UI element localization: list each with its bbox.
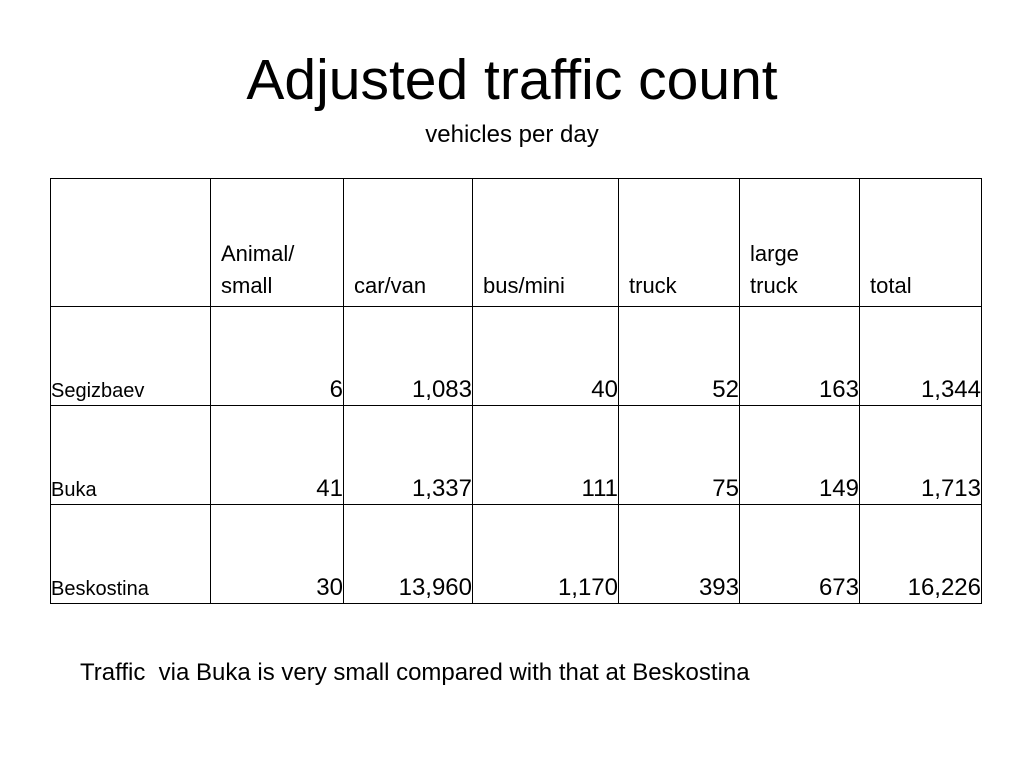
total-cell: 1,344 [860,307,982,406]
value-cell: 30 [211,505,344,604]
value-cell: 673 [740,505,860,604]
row-label-cell: Buka [51,406,211,505]
value-cell: 163 [740,307,860,406]
header-cell-animal-small [211,179,344,307]
value-cell: 40 [473,307,619,406]
header-cell-large-truck [740,179,860,307]
value-cell: 6 [211,307,344,406]
footnote: Traffic via Buka is very small compared with that at Beskostina [80,659,750,686]
header-cell-truck [619,179,740,307]
value-cell: 75 [619,406,740,505]
header-text-line: total [870,273,912,298]
header-text-line: bus/mini [483,273,565,298]
table-row [51,505,982,604]
value-cell: 1,083 [344,307,473,406]
value-cell: 1,337 [344,406,473,505]
traffic-count-table [50,178,982,604]
header-text-line: truck [750,273,798,298]
slide-subtitle: vehicles per day [425,121,599,148]
table-row [51,406,982,505]
header-text-line: small [221,273,273,298]
value-cell: 149 [740,406,860,505]
value-cell: 41 [211,406,344,505]
header-cell-car-van [344,179,473,307]
header-text-line: car/van [354,273,427,298]
header-cell-total [860,179,982,307]
value-cell: 52 [619,307,740,406]
value-cell: 1,170 [473,505,619,604]
total-cell: 1,713 [860,406,982,505]
header-text-line: truck [629,273,677,298]
table-row [51,307,982,406]
row-label-cell: Segizbaev [51,307,211,406]
value-cell: 393 [619,505,740,604]
slide-title: Adjusted traffic count [246,48,778,112]
row-label-cell: Beskostina [51,505,211,604]
total-cell: 16,226 [860,505,982,604]
value-cell: 13,960 [344,505,473,604]
header-row [51,179,982,307]
header-text-line: Animal/ [221,241,295,266]
header-cell-empty [51,179,211,307]
header-cell-bus-mini [473,179,619,307]
header-text-line: large [750,241,799,266]
value-cell: 111 [473,406,619,505]
